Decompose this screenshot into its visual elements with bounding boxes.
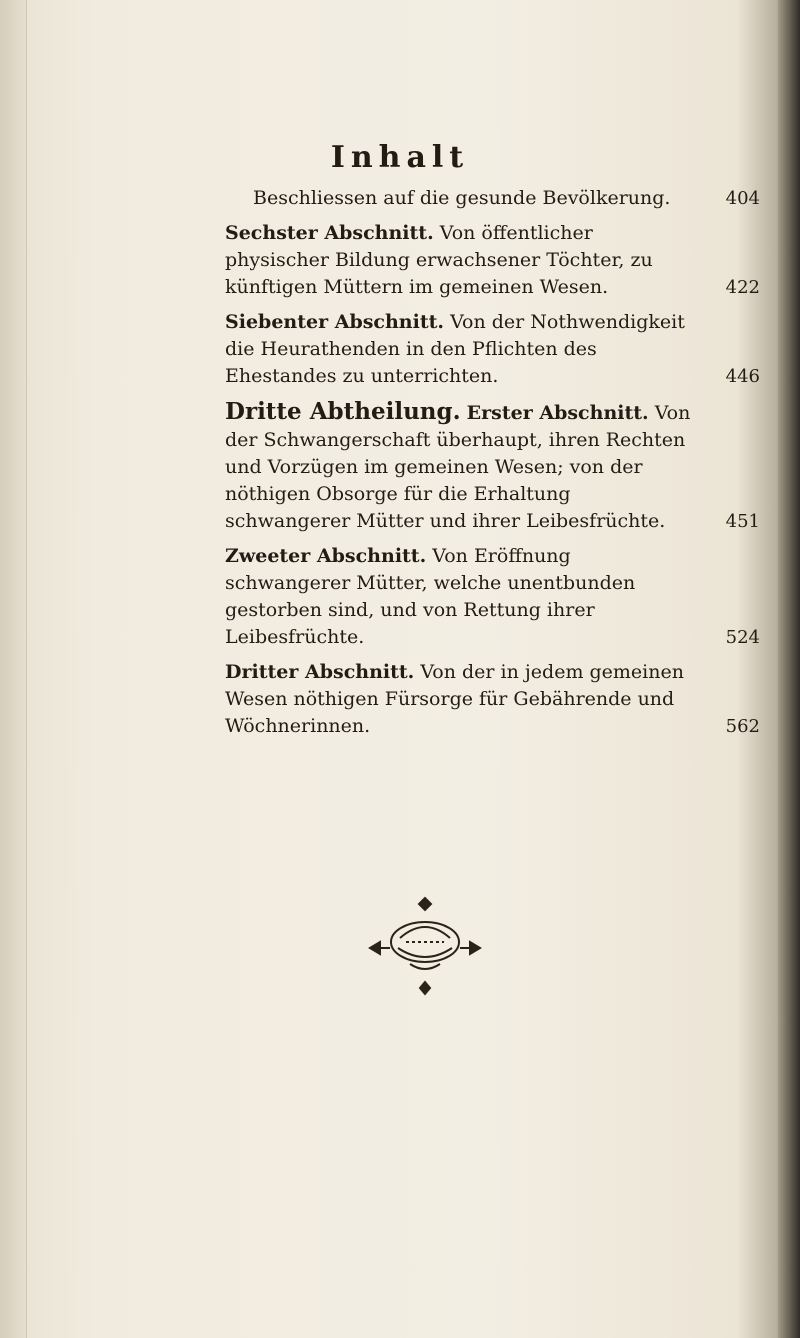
decorative-vignette-icon (360, 890, 490, 1000)
toc-entry (225, 220, 770, 301)
section-label: Dritter Abschnitt. (225, 661, 415, 683)
section-label: Erster Abschnitt. (466, 402, 649, 424)
page-edge (778, 0, 800, 1338)
page-number: 524 (725, 627, 760, 648)
page-title: Inhalt (330, 140, 470, 175)
entry-text: Von Eröffnung schwangerer Mütter, welche unentbunden gestorben sind, und von Rettung ihrer Leibesfrüchte. (225, 545, 636, 648)
entry-text: Von der in jedem gemeinen Wesen nöthigen Fürsorge für Gebährende und Wöchnerinnen. (225, 661, 684, 737)
toc-entry (225, 309, 770, 390)
toc-entry (225, 659, 770, 740)
page-number: 404 (725, 188, 760, 209)
section-label: Sechster Abschnitt. (225, 222, 434, 244)
toc-entry (225, 398, 770, 535)
part-title: Dritte Abtheilung. (225, 398, 461, 425)
section-label: Siebenter Abschnitt. (225, 311, 445, 333)
page-gutter (0, 0, 27, 1338)
entry-text: Von öffentlicher physischer Bildung erwachsener Töchter, zu künftigen Müttern im gemeinen Wesen. (225, 222, 653, 298)
toc-entry (225, 185, 770, 212)
page-number: 422 (725, 277, 760, 298)
toc-entry (225, 543, 770, 651)
entry-text: Beschliessen auf die gesunde Bevölkerung. (253, 187, 671, 209)
table-of-contents (225, 185, 770, 740)
section-label: Zweeter Abschnitt. (225, 545, 427, 567)
entry-text: Von der Schwangerschaft überhaupt, ihren Rechten und Vorzügen im gemeinen Wesen; von der nöthigen Obsorge für die Erhaltung schwangerer Mütter und ihrer Leibesfrüchte. (225, 402, 691, 532)
page-number: 446 (725, 366, 760, 387)
page-number: 451 (725, 511, 760, 532)
page-number: 562 (725, 716, 760, 737)
entry-text: Von der Nothwendigkeit die Heurathenden in den Pflichten des Ehestandes zu unterrichten. (225, 311, 685, 387)
